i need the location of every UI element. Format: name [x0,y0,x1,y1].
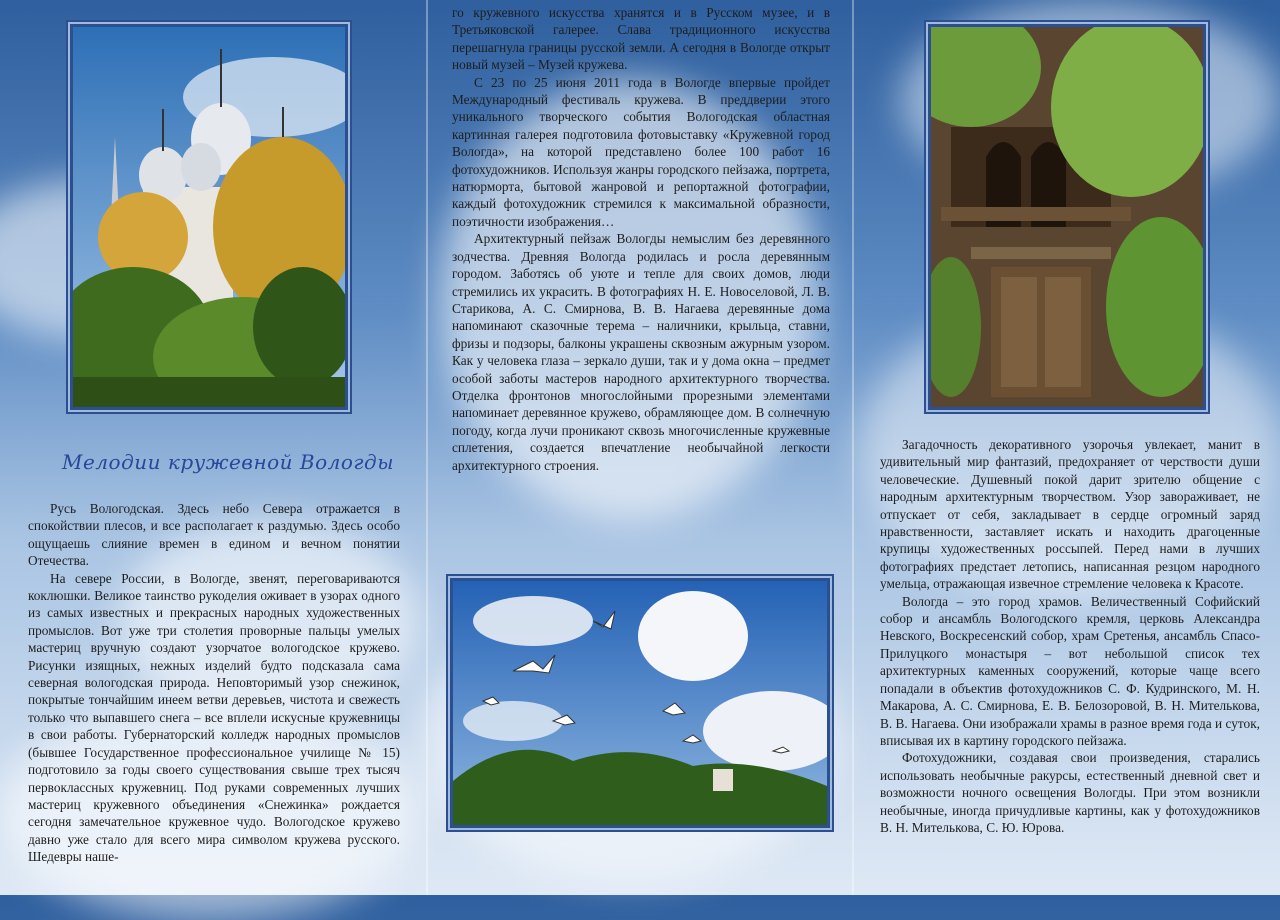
paragraph: Фотохудожники, создавая свои произведения, старались использовать необычные ракурсы, естественный дневной свет и возможности ночного освещения Вологды. При этом возникли необычные, иногда причудливые картины, как у фотохудожников В. Н. Мителькова, С. Ю. Юрова. [880,750,1260,835]
seagulls-illustration [453,581,827,825]
fold-line-left [426,0,428,895]
wooden-house-photo [928,24,1206,410]
paragraph: Загадочность декоративного узорочья увлекает, манит в удивительный мир фантазий, предохраняет от черствости души человеческие. Душевный покой дарит зрителю общение с народным архитектурным творчеством. Узор завораживает, не отпускает от себя, закладывает в сердце огромный заряд нравственности, заставляет искать и находить драгоценные крупицы художественных россыпей. Перед нами в лучших фотографиях предстает летопись, написанная резцом народного умельца, отражающая извечное стремление человека к Красоте. [880,437,1260,592]
cathedral-photo [70,24,348,410]
wooden-house-illustration [931,27,1203,407]
paragraph: Русь Вологодская. Здесь небо Севера отражается в спокойствии плесов, и все располагает к раздумью. Здесь особо ощущаешь слияние времен в едином и вечном понятии Отечества. [28,501,400,569]
paragraph: С 23 по 25 июня 2011 года в Вологде впервые пройдет Международный фестиваль кружева. В преддверии этого уникального творческого события Вологодская областная картинная галерея подготовила фотовыставку «Кружевной город Вологда», на которой представлено более 100 работ 16 фотохудожников. Используя жанры городского пейзажа, портрета, натюрморта, бытовой жанровой и репортажной фотографии, каждый фотохудожник стремился к максимальной образности, поэтичности изображения… [452,74,830,229]
paragraph: Архитектурный пейзаж Вологды немыслим без деревянного зодчества. Древняя Вологда родилась и росла деревянным городом. Заботясь об уюте и тепле для своих домов, люди стремились их украсить. В фотографиях Н. Е. Новоселовой, Л. В. Старикова, А. С. Смирнова, В. В. Нагаева деревянные дома напоминают сказочные терема – наличники, крыльца, ставни, фризы и подзоры, балконы украшены сквозным ажурным узором. Как у человека глаза – зеркало души, так и у дома окна – предмет особой заботы мастеров народного архитектурного творчества. Отделка фронтонов многослойными прорезными элементами напоминает деревянное кружево, обрамляющее дом. В солнечную погоду, когда лучи проникают сквозь многочисленные кружевные сплетения, создается впечатление необычайной легкости архитектурного строения. [452,231,830,473]
paragraph: Вологда – это город храмов. Величественный Софийский собор и ансамбль Вологодского кремля, церковь Александра Невского, Воскресенский собор, храм Сретенья, ансамбль Спасо-Прилуцкого монастыря – вот небольшой список тех архитектурных каменных сооружений, которые чаще всего попадали в объектив фотохудожников С. Ф. Кудринского, М. Н. Макарова, А. С. Смирнова, Е. В. Белозоровой, В. Н. Мителькова, В. В. Нагаева. Они изображали храмы в разное время года и суток, вписывая их в картину городского пейзажа. [880,593,1260,748]
column-3-text [880,436,1260,836]
column-2-text [452,4,830,474]
seagulls-photo [450,578,830,828]
column-1-text [28,500,400,866]
cathedral-illustration [73,27,345,407]
page-title: Мелодии кружевной Вологды [62,450,394,474]
paragraph: го кружевного искусства хранятся и в Русском музее, и в Третьяковской галерее. Слава традиционного искусства перешагнула границы русской земли. А сегодня в Вологде открыт новый музей – Музей кружева. [452,5,830,73]
fold-line-right [852,0,854,895]
paragraph: На севере России, в Вологде, звенят, переговариваются коклюшки. Великое таинство рукоделия оживает в узорах одного из самых известных и прекрасных народных художественных промыслов. Вот уже три столетия проворные пальцы умелых мастериц вручную создают узорчатое вологодское кружево. Рисунки изящных, нежных изделий будто подсказала сама северная вологодская природа. Неповторимый узор снежинок, покрытые тончайшим инеем ветви деревьев, чистота и свежесть только что выпавшего снега – все вплели искусные кружевницы в свои работы. Губернаторский колледж народных промыслов (бывшее Государственное профессиональное училище № 15) подготовило за годы своего существования свыше трех тысяч первоклассных кружевниц. Под руками современных лучших мастериц кружевного объединения «Снежинка» рождается сегодня замечательное кружевное чудо. Вологодское кружево давно уже стало для всего мира символом кружева русского. Шедевры наше- [28,570,400,865]
